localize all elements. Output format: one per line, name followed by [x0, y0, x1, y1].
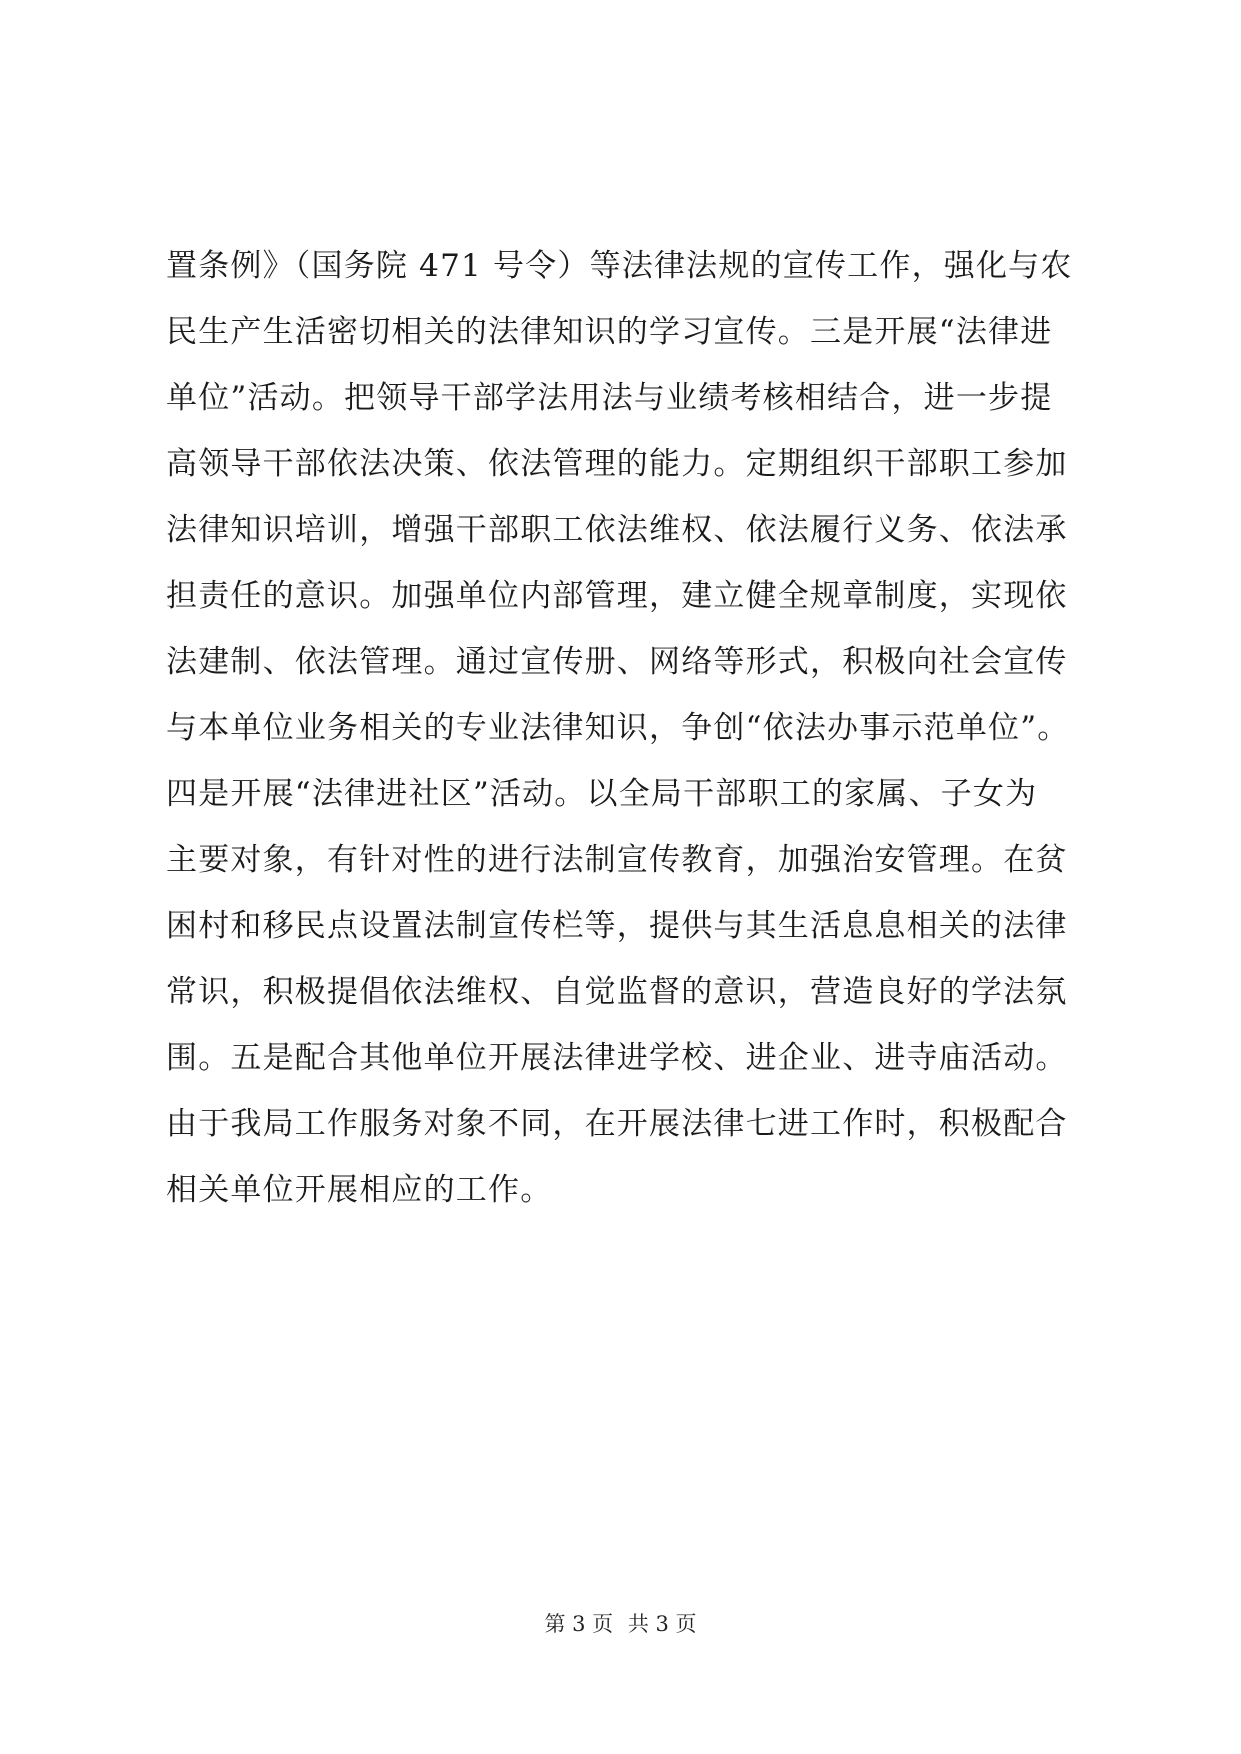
text-line-7: 法建制、依法管理。通过宣传册、网络等形式，积极向社会宣传	[166, 644, 1068, 680]
text-line-15: 相关单位开展相应的工作。	[166, 1172, 553, 1208]
text-line-5: 法律知识培训，增强干部职工依法维权、依法履行义务、依法承	[166, 512, 1068, 548]
body-paragraph	[166, 233, 1086, 1223]
text-line-13: 围。五是配合其他单位开展法律进学校、进企业、进寺庙活动。	[166, 1040, 1068, 1076]
text-line-3: 单位”活动。把领导干部学法用法与业绩考核相结合，进一步提	[166, 380, 1053, 416]
text-line-4: 高领导干部依法决策、依法管理的能力。定期组织干部职工参加	[166, 446, 1068, 482]
text-line-9: 四是开展“法律进社区”活动。以全局干部职工的家属、子女为	[166, 776, 1038, 812]
page-total: 共 3 页	[627, 1612, 697, 1636]
page-footer	[0, 1609, 1241, 1639]
text-line-8: 与本单位业务相关的专业法律知识，争创“依法办事示范单位”。	[166, 710, 1070, 746]
text-line-12: 常识，积极提倡依法维权、自觉监督的意识，营造良好的学法氛	[166, 974, 1068, 1010]
page-number: 第 3 页	[544, 1612, 614, 1636]
text-line-2: 民生产生活密切相关的法律知识的学习宣传。三是开展“法律进	[166, 314, 1053, 350]
text-line-1: 置条例》（国务院 471 号令）等法律法规的宣传工作，强化与农	[166, 248, 1073, 284]
text-line-11: 困村和移民点设置法制宣传栏等，提供与其生活息息相关的法律	[166, 908, 1068, 944]
text-line-10: 主要对象，有针对性的进行法制宣传教育，加强治安管理。在贫	[166, 842, 1068, 878]
text-line-14: 由于我局工作服务对象不同，在开展法律七进工作时，积极配合	[166, 1106, 1068, 1142]
text-line-6: 担责任的意识。加强单位内部管理，建立健全规章制度，实现依	[166, 578, 1068, 614]
